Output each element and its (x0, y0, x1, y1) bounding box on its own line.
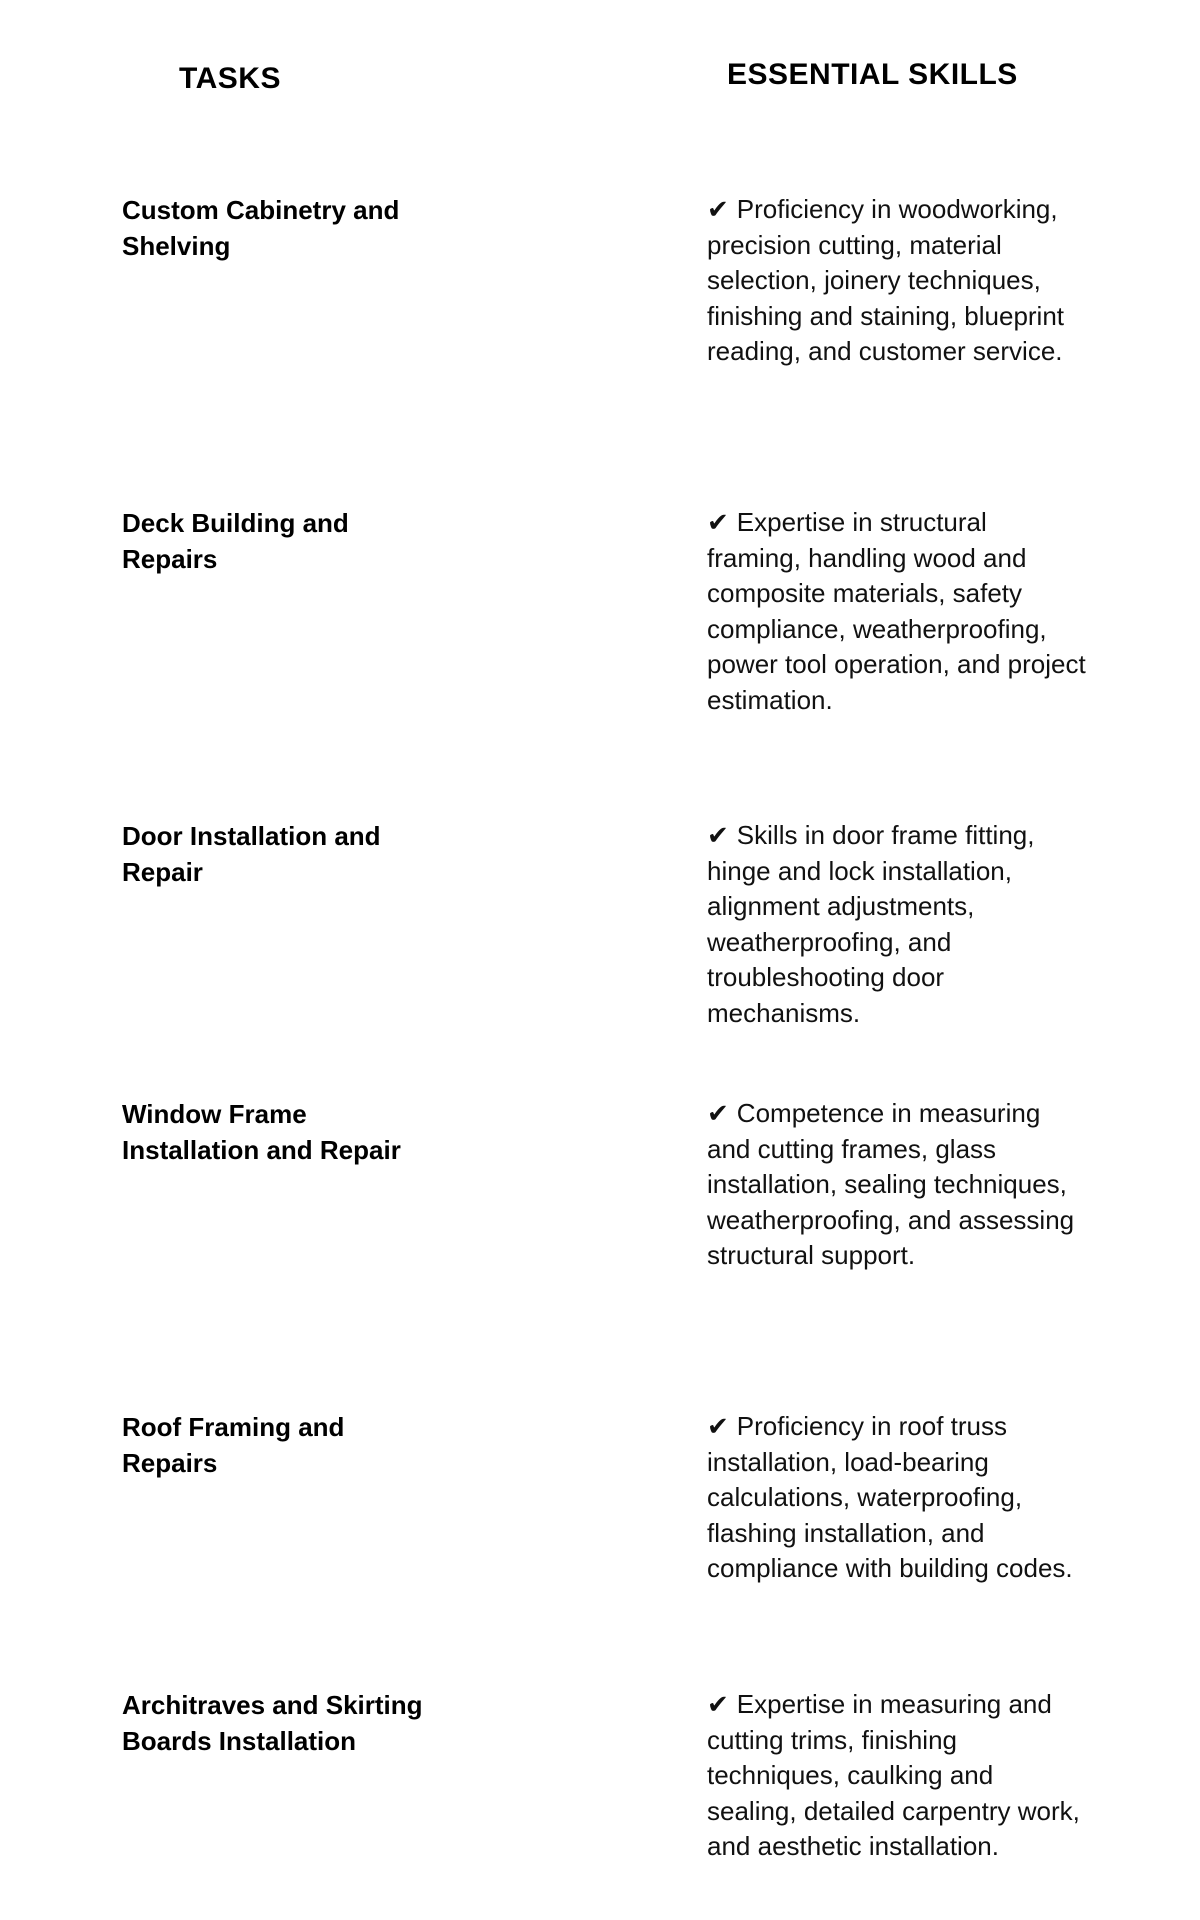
task-name: Architraves and Skirting Boards Installation (122, 1690, 423, 1756)
skill-description (707, 1687, 1087, 1865)
check-mark-icon: ✔ (707, 1689, 729, 1719)
skill-text: Proficiency in woodworking, precision cutting, material selection, joinery techniques, finishing and staining, blueprint reading, and customer service. (707, 194, 1065, 367)
skill-text: Expertise in structural framing, handling wood and composite materials, safety compliance, weatherproofing, power tool operation, and project estimation. (707, 507, 1086, 715)
task-name: Deck Building and Repairs (122, 508, 349, 574)
skill-text: Expertise in measuring and cutting trims, finishing techniques, caulking and sealing, detailed carpentry work, and aesthetic installation. (707, 1689, 1080, 1862)
check-mark-icon: ✔ (707, 820, 729, 850)
task-name: Door Installation and Repair (122, 821, 381, 887)
skill-description (707, 505, 1087, 719)
skill-text: Competence in measuring and cutting frames, glass installation, sealing techniques, weatherproofing, and assessing structural support. (707, 1098, 1075, 1271)
skill-description (707, 1096, 1087, 1274)
check-mark-icon: ✔ (707, 1098, 729, 1128)
skill-description (707, 192, 1087, 370)
tasks-column-header: TASKS (179, 62, 281, 95)
task-name: Roof Framing and Repairs (122, 1412, 345, 1478)
check-mark-icon: ✔ (707, 194, 729, 224)
essential-skills-column-header: ESSENTIAL SKILLS (727, 58, 1018, 91)
skill-text: Proficiency in roof truss installation, load-bearing calculations, waterproofing, flashing installation, and compliance with building codes. (707, 1411, 1073, 1584)
skill-description (707, 818, 1087, 1032)
skill-text: Skills in door frame fitting, hinge and lock installation, alignment adjustments, weatherproofing, and troubleshooting door mechanisms. (707, 820, 1035, 1028)
check-mark-icon: ✔ (707, 1411, 729, 1441)
skill-description (707, 1409, 1087, 1587)
task-name: Custom Cabinetry and Shelving (122, 195, 400, 261)
check-mark-icon: ✔ (707, 507, 729, 537)
task-name: Window Frame Installation and Repair (122, 1099, 401, 1165)
